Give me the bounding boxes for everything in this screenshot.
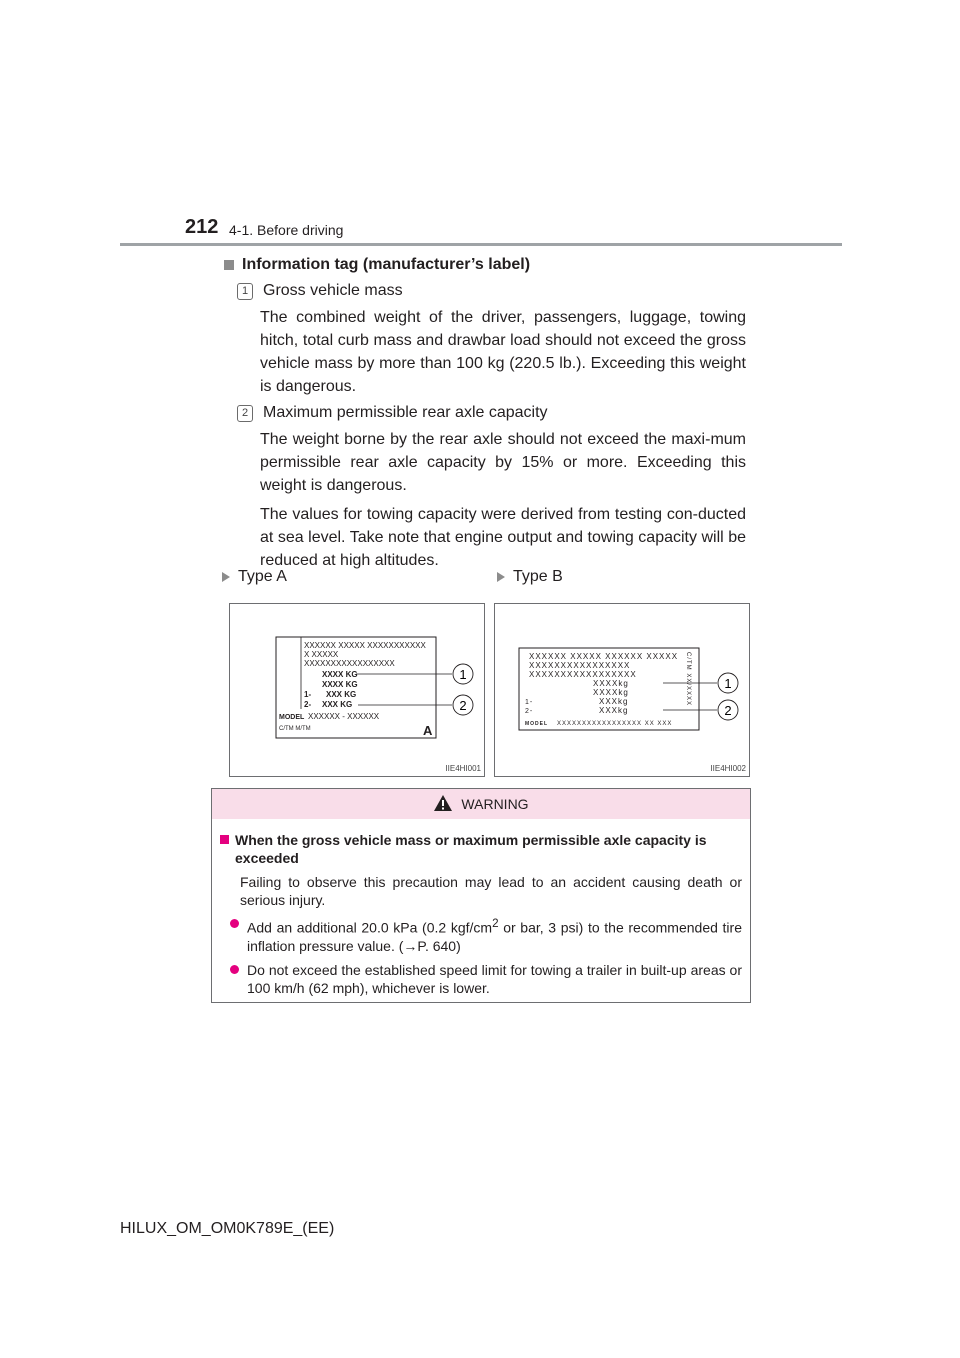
item-1-paragraph: The combined weight of the driver, passengers, luggage, towing hitch, total curb mass and drawbar load should not exceed the gross vehicle mass by more than 100 kg (220.5 lb.). Exceeding this weight is dangerous. [260,309,746,395]
label-a-line-5: XXXX KG [322,680,358,689]
label-a-line-3: XXXXXXXXXXXXXXXXX [304,659,395,668]
label-b-line-6: XXXkg [599,697,629,706]
warning-triangle-icon [433,794,453,815]
label-a-letter: A [423,723,433,738]
section-label: 4-1. Before driving [229,222,344,238]
warning-body [212,819,750,997]
warning-heading-text: When the gross vehicle mass or maximum permissible axle capacity is exceeded [235,832,707,866]
heading-text: Information tag (manufacturer’s label) [242,256,531,273]
label-a-prefix-2: 2- [304,700,312,709]
label-a-line-1: XXXXXX XXXXX XXXXXXXXXXX [304,641,426,650]
warning-header [212,789,750,819]
number-2-badge: 2 [237,405,253,422]
figure-type-a [229,603,485,777]
pink-square-bullet-icon [220,835,229,844]
number-1-badge: 1 [237,283,253,300]
label-a-prefix-1: 1- [304,690,312,699]
warning-label: WARNING [461,796,529,812]
label-b-model-value: XXXXXXXXXXXXXXXXX XX XXX [557,721,673,727]
pink-dot-bullet-icon [230,919,239,928]
item-2-title: Maximum permissible rear axle capacity [263,404,548,421]
label-b-line-2: XXXXXXXXXXXXXXXX [529,661,631,670]
label-a-line-6: XXX KG [326,690,357,699]
label-a-small-text: C/TM M/TM [279,726,311,732]
callout-1-a: 1 [459,667,467,682]
main-content [222,256,746,578]
page-number: 212 [185,216,219,238]
footer-code: HILUX_OM_OM0K789E_(EE) [120,1220,335,1237]
callout-2-a: 2 [459,698,467,713]
label-b-line-5: XXXXkg [593,688,629,697]
item-1-title-row [222,282,746,300]
label-b-line-1: XXXXXX XXXXX XXXXXX XXXXX [529,652,679,661]
triangle-bullet-icon [222,572,230,582]
type-a-label-row [222,568,287,586]
callout-1-b: 1 [724,676,732,691]
warning-bullet-2-text: Do not exceed the established speed limit for towing a trailer in built-up areas or 100 km/h (62 mph), whichever is lower. [247,961,742,996]
label-b-line-4: XXXXkg [593,679,629,688]
label-a-model-label: MODEL [279,714,305,721]
warning-intro: Failing to observe this precaution may lead to an accident causing death or serious injury. [240,874,742,908]
item-2-paragraph-1: The weight borne by the rear axle should not exceed the maxi-mum permissible rear axle capacity by 15% or more. Exceeding this weight is dangerous. [260,431,746,494]
label-a-line-4: XXXX KG [322,670,358,679]
label-a-line-2: X XXXXX [304,650,339,659]
item-2-paragraph-2: The values for towing capacity were derived from testing con-ducted at sea level. Take note that engine output and towing capacity will be reduced at high altitudes. [260,506,746,569]
label-b-prefix-2: 2- [525,708,534,715]
label-a-model-value: XXXXXX - XXXXXX [308,712,380,721]
item-2-title-row [222,404,746,422]
label-illustration-b [495,604,749,776]
label-b-side-text: C/TM XX/XXXX [685,652,691,707]
label-b-line-3: XXXXXXXXXXXXXXXXX [529,670,637,679]
warning-bullet-1-text [247,915,742,955]
bullet-1-post: or bar, 3 psi) to the recommended tire inflation pressure value. ( [247,919,742,954]
warning-bullet-2 [220,961,742,997]
section-heading [222,256,746,274]
warning-heading [220,831,742,867]
warning-box [211,788,751,1003]
type-b-label: Type B [513,568,563,585]
item-1-title: Gross vehicle mass [263,282,403,299]
callout-2-b: 2 [724,703,732,718]
bullet-1-pre: Add an additional 20.0 kPa (0.2 kgf/cm [247,919,493,936]
figure-code-b: IIE4HI002 [710,764,746,773]
arrow-icon: → [403,937,418,954]
triangle-bullet-icon [497,572,505,582]
figure-type-b [494,603,750,777]
type-b-label-row [497,568,563,586]
label-b-line-7: XXXkg [599,706,629,715]
square-bullet-icon [224,260,234,270]
type-a-label: Type A [238,568,287,585]
pink-dot-bullet-icon [230,965,239,974]
label-a-line-7: XXX KG [322,700,353,709]
header-rule [120,243,842,246]
label-illustration-a [230,604,484,776]
label-b-prefix-1: 1- [525,699,534,706]
page-reference-link[interactable]: P. 640) [417,937,461,954]
warning-bullet-1 [220,915,742,955]
label-b-model-label: MODEL [525,721,549,727]
figure-code-a: IIE4HI001 [445,764,481,773]
bullet-1-sup: 2 [492,917,499,930]
